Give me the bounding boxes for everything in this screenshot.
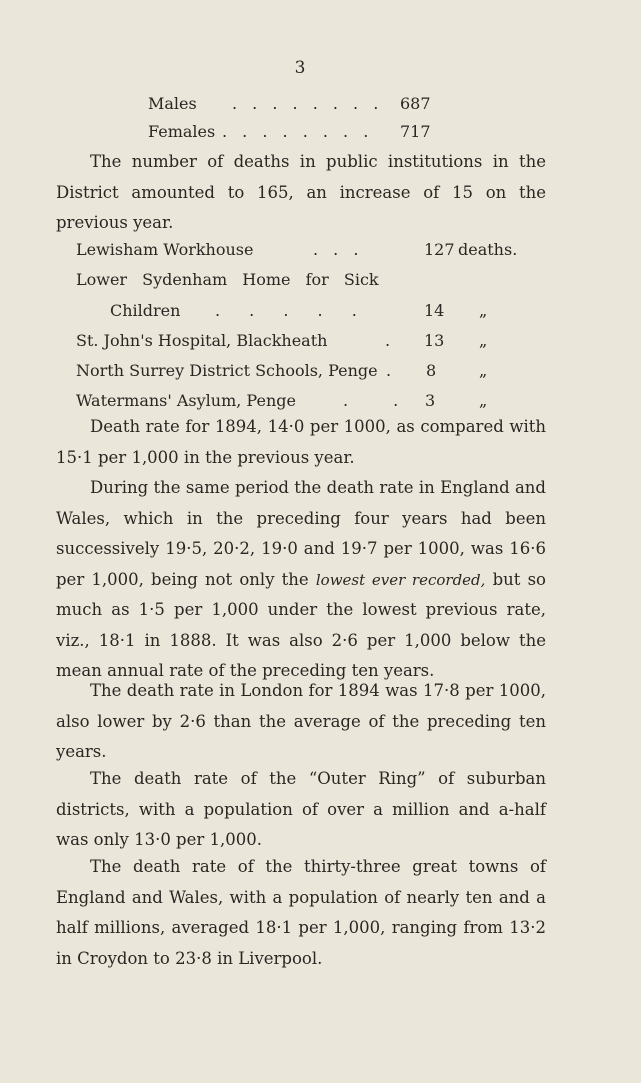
- institution-name: Lower Sydenham Home for Sick: [76, 270, 379, 289]
- males-leader: . . . . . . . .: [232, 94, 384, 113]
- institution-name: St. John's Hospital, Blackheath: [76, 331, 328, 350]
- females-value: 717: [400, 122, 431, 141]
- institution-name: Watermans' Asylum, Penge: [76, 391, 296, 410]
- institution-dots: .: [385, 331, 396, 350]
- females-label: Females: [148, 122, 216, 141]
- institution-unit: deaths.: [458, 240, 518, 259]
- institution-value: 3: [425, 391, 436, 410]
- page-number: 3: [294, 58, 306, 78]
- paragraph-outer-ring: The death rate of the “Outer Ring” of suburban districts, with a population of over a million and a-half was only 13·0 per 1,000.: [56, 769, 546, 849]
- institution-unit: „: [479, 361, 488, 380]
- institution-dots: . .: [343, 391, 419, 410]
- institution-unit: „: [479, 391, 488, 410]
- institution-name: Lewisham Workhouse: [76, 240, 254, 259]
- institution-name: North Surrey District Schools, Penge: [76, 361, 378, 380]
- paragraph-institutions: The number of deaths in public institutions in the District amounted to 165, an increase of 15 on the previous year.: [56, 152, 546, 232]
- england-text-end: but so much as 1·5 per 1,000 under the lowest previous rate, viz., 18·1 in 1888. It was also 2·6 per 1,000 below the mean annual rate of the preceding ten years.: [56, 569, 546, 680]
- institution-value: 127: [424, 240, 455, 259]
- paragraph-england-wales: [56, 473, 546, 687]
- paragraph-great-towns: The death rate of the thirty-three great towns of England and Wales, with a population of nearly ten and a half millions, averaged 18·1 per 1,000, ranging from 13·2 in Croydon to 23·8 in Liverpool.: [56, 857, 546, 968]
- institution-dots: . . . . .: [215, 301, 369, 320]
- institution-unit: „: [479, 301, 488, 320]
- males-label: Males: [148, 94, 197, 113]
- females-leader: . . . . . . . .: [222, 122, 374, 141]
- lowest-ever-recorded-emphasis: lowest ever recorded,: [315, 570, 486, 589]
- institution-value: 8: [426, 361, 437, 380]
- institution-value: 13: [424, 331, 445, 350]
- institution-name: Children: [110, 301, 181, 320]
- england-text-start: During the same period the death rate in England and Wales, which in the preceding four years had been successively 19·5, 20·2, 19·0 and 19·7 per 1000, was 16·6 per 1,000, being not only the: [56, 478, 546, 589]
- institution-dots: .: [386, 361, 397, 380]
- paragraph-london: The death rate in London for 1894 was 17·8 per 1000, also lower by 2·6 than the average of the preceding ten years.: [56, 681, 546, 761]
- institution-unit: „: [479, 331, 488, 350]
- males-value: 687: [400, 94, 431, 113]
- paragraph-death-rate: Death rate for 1894, 14·0 per 1000, as compared with 15·1 per 1,000 in the previous year.: [56, 417, 546, 467]
- institution-value: 14: [424, 301, 445, 320]
- institution-dots: . . .: [313, 240, 364, 259]
